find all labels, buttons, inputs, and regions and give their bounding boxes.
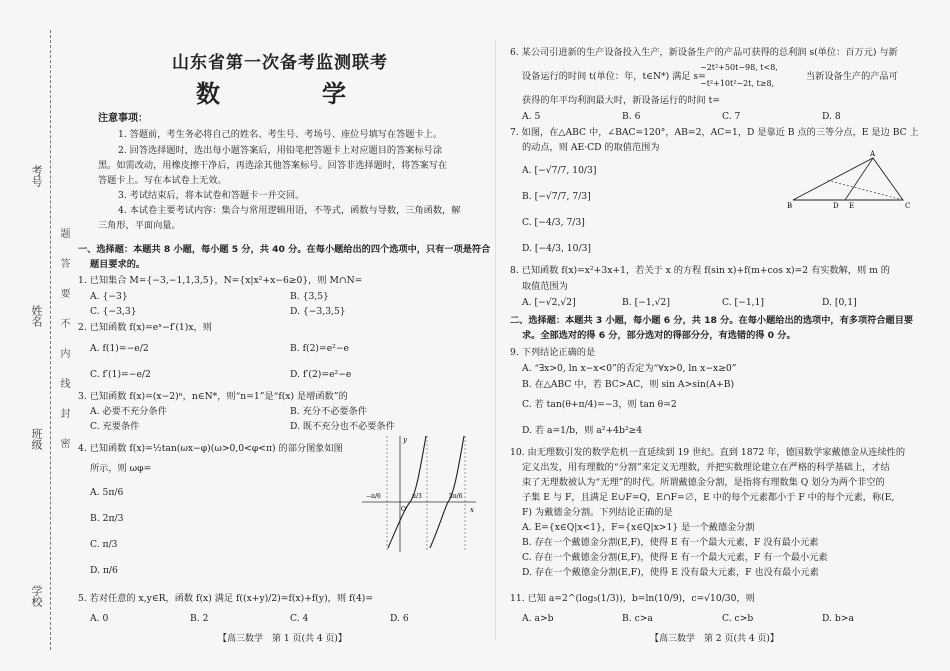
q7-stem: 7. 如图，在△ABC 中，∠BAC=120°，AB=2，AC=1，D 是靠近 B 点的三等分点，E 是边 BC 上 (510, 127, 919, 138)
q10-option-b: B. 存在一个戴德金分割(E,F)，使得 E 有一个最大元素，F 没有最小元素 (522, 537, 819, 548)
exam-subject: 数 学 (196, 80, 364, 108)
q7-stem-cont: 的动点，则 AE·CD 的取值范围为 (522, 142, 660, 153)
page-footer-right: 【高三数学 第 2 页(共 4 页)】 (650, 634, 779, 644)
left-column (78, 0, 491, 671)
q9-option-d: D. 若 a=1/b，则 a²+4b²≥4 (522, 425, 643, 436)
q6-stem-cont: 设备运行的时间 t(单位：年，t∈N*) 满足 s= (522, 71, 706, 82)
q2-option-c: C. f′(1)=−e/2 (90, 369, 151, 380)
q5-option-d: D. 6 (390, 613, 409, 624)
seal-char: 线 (58, 378, 69, 388)
origin-label: O (401, 506, 406, 513)
label-banji: 班级 (30, 428, 43, 450)
page-footer-left: 【高三数学 第 1 页(共 4 页)】 (218, 634, 347, 644)
section-2-heading: 二、选择题：本题共 3 小题，每小题 6 分，共 18 分。在每小题给出的选项中，有多项符合题目要 (510, 315, 914, 326)
q4-option-a: A. 5π/6 (90, 487, 124, 498)
q5-option-b: B. 2 (190, 613, 209, 624)
q2-option-a: A. f(1)=−e/2 (90, 343, 149, 354)
q6-stem: 6. 某公司引进新的生产设备投入生产，新设备生产的产品可获得的总利润 s(单位：百万元) 与新 (510, 47, 898, 58)
segment-cd (826, 180, 903, 200)
binding-line (50, 30, 51, 650)
seal-char: 题 (58, 228, 69, 238)
q1-option-b: B. {3,5} (290, 291, 329, 302)
q2-stem: 2. 已知函数 f(x)=eˣ−f′(1)x，则 (78, 322, 212, 333)
q10-line: 定义出发，用有理数的“分割”来定义无理数，并把实数理论建立在严格的科学基础上，才结 (522, 462, 890, 473)
tan-branch-1 (388, 436, 426, 548)
q2-option-b: B. f(2)=e²−e (290, 343, 349, 354)
q10-line: 束了无理数被认为“无理”的时代。所谓戴德金分割，是指将有理数集 Q 划分为两个非空的 (522, 477, 885, 488)
q6-option-c: C. 7 (722, 111, 741, 122)
q1-option-c: C. {−3,3} (90, 306, 137, 317)
q7-option-b: B. [−√7/7, 7/3] (522, 191, 591, 202)
tick-label: −π/6 (366, 493, 381, 500)
q7-option-d: D. [−4/3, 10/3] (522, 243, 592, 254)
point-b-label: B (787, 202, 793, 210)
q9-option-a: A. “∃x>0, ln x−x<0”的否定为“∀x>0, ln x−x≥0” (522, 363, 737, 374)
q11-stem: 11. 已知 a=2^(log₅(1/3))，b=ln(10/9)，c=√10/30，则 (510, 593, 755, 604)
q1-stem: 1. 已知集合 M={−3,−1,1,3,5}，N={x|x²+x−6≥0}，则 M∩N= (78, 275, 363, 286)
q6-option-b: B. 6 (622, 111, 641, 122)
q5-option-c: C. 4 (290, 613, 309, 624)
note-3: 3. 考试结束后，将本试卷和答题卡一并交回。 (118, 190, 305, 201)
q3-option-d: D. 既不充分也不必要条件 (290, 421, 395, 432)
seal-char: 不 (58, 318, 69, 328)
point-c-label: C (905, 202, 911, 210)
q7-triangle-figure (785, 148, 915, 210)
q10-option-a: A. E={x∈Q|x<1}，F={x∈Q|x>1} 是一个戴德金分割 (522, 522, 755, 533)
q4-stem-cont: 所示，则 ωφ= (90, 463, 152, 474)
column-divider (495, 40, 496, 640)
q6-case-1: −2t²+50t−98, t<8, (700, 63, 778, 72)
q5-option-a: A. 0 (90, 613, 109, 624)
section-2-heading-cont: 求。全部选对的得 6 分，部分选对的得部分分，有选错的得 0 分。 (522, 330, 796, 341)
seal-char: 密 (58, 438, 69, 448)
label-xuexiao: 学校 (30, 585, 43, 607)
seal-char: 内 (58, 348, 69, 358)
q9-option-c: C. 若 tan(θ+π/4)=−3，则 tan θ=2 (522, 399, 677, 410)
q7-option-c: C. [−4/3, 7/3] (522, 217, 585, 228)
q8-stem: 8. 已知函数 f(x)=x²+3x+1，若关于 x 的方程 f(sin x)+f(m+cos x)=2 有实数解，则 m 的 (510, 265, 890, 276)
binding-margin (0, 0, 72, 671)
notes-heading: 注意事项： (98, 113, 148, 124)
q9-option-b: B. 在△ABC 中，若 BC>AC，则 sin A>sin(A+B) (522, 379, 735, 390)
note-4-cont: 三角形，平面向量。 (98, 220, 181, 231)
q1-option-a: A. {−3} (90, 291, 128, 302)
q2-option-d: D. f′(2)=e²−e (290, 369, 352, 380)
q8-stem-cont: 取值范围为 (522, 281, 568, 292)
exam-title: 山东省第一次备考监测联考 (172, 53, 388, 73)
point-e-label: E (849, 202, 855, 210)
q3-option-b: B. 充分不必要条件 (290, 406, 367, 417)
q4-stem: 4. 已知函数 f(x)=½tan(ωx−φ)(ω>0,0<φ<π) 的部分图象如图 (78, 443, 343, 454)
q5-stem: 5. 若对任意的 x,y∈R，函数 f(x) 满足 f((x+y)/2)=f(x)+f(y)，则 f(4)= (78, 593, 374, 604)
q10-line: 子集 E 与 F，且满足 E∪F=Q，E∩F=∅，E 中的每个元素都小于 F 中的每个元素，称(E, (522, 492, 895, 503)
note-1: 1. 答题前，考生务必将自己的姓名、考生号、考场号、座位号填写在答题卡上。 (118, 129, 443, 140)
segment-ae (845, 158, 873, 200)
section-1-heading-cont: 题目要求的。 (90, 259, 146, 270)
label-kaohao: 考号 (30, 165, 43, 187)
q7-option-a: A. [−√7/7, 10/3] (522, 165, 597, 176)
q1-option-d: D. {−3,3,5} (290, 306, 346, 317)
q6-option-a: A. 5 (522, 111, 541, 122)
q11-option-b: B. c>a (622, 613, 653, 624)
q3-option-a: A. 必要不充分条件 (90, 406, 167, 417)
seal-char: 封 (58, 408, 69, 418)
seal-char: 要 (58, 288, 69, 298)
q10-option-c: C. 存在一个戴德金分割(E,F)，使得 E 有一个最大元素，F 有一个最小元素 (522, 552, 828, 563)
note-4: 4. 本试卷主要考试内容：集合与常用逻辑用语，不等式，函数与导数，三角函数，解 (118, 205, 461, 216)
q10-line: 10. 由无理数引发的数学危机一直延续到 19 世纪。直到 1872 年，德国数学家戴德金从连续性的 (510, 447, 906, 458)
q4-option-d: D. π/6 (90, 565, 118, 576)
note-2-cont: 答题卡上。写在本试卷上无效。 (98, 175, 227, 186)
q11-option-d: D. b>a (822, 613, 854, 624)
q8-option-c: C. [−1,1] (722, 297, 765, 308)
q6-case-2: −t²+10t²−2t, t≥8, (700, 79, 775, 88)
label-xingming: 姓名 (30, 305, 43, 327)
q3-stem: 3. 已知函数 f(x)=(x−2)ⁿ，n∈N*，则“n=1”是“f(x) 是增函数”的 (78, 391, 348, 402)
q10-option-d: D. 存在一个戴德金分割(E,F)，使得 E 没有最大元素，F 也没有最小元素 (522, 567, 819, 578)
q8-option-b: B. [−1,√2] (622, 297, 670, 308)
note-2-cont: 黑。如需改动，用橡皮擦干净后，再选涂其他答案标号。回答非选择题时，将答案写在 (98, 160, 448, 171)
q11-option-a: A. a>b (522, 613, 554, 624)
q4-option-c: C. π/3 (90, 539, 118, 550)
q6-stem-cont: 当新设备生产的产品可 (806, 71, 898, 82)
triangle-abc (793, 158, 903, 200)
q9-stem: 9. 下列结论正确的是 (510, 347, 596, 358)
q4-tangent-graph (360, 430, 480, 556)
q6-stem-cont: 获得的年平均利润最大时，新设备运行的时间 t= (522, 95, 721, 106)
tick-label: π/3 (412, 493, 422, 500)
note-2: 2. 回答选择题时，选出每小题答案后，用铅笔把答题卡上对应题目的答案标号涂 (118, 145, 443, 156)
q6-option-d: D. 8 (822, 111, 841, 122)
q10-line: F) 为戴德金分割。下列结论正确的是 (522, 507, 673, 518)
tan-branch-2 (430, 436, 464, 548)
q4-option-b: B. 2π/3 (90, 513, 124, 524)
point-a-label: A (870, 150, 876, 158)
x-label: x (470, 506, 474, 514)
y-label: y (403, 436, 407, 444)
q11-option-c: C. c>b (722, 613, 754, 624)
seal-char: 答 (58, 258, 69, 268)
tick-label: 5π/6 (449, 493, 463, 500)
point-d-label: D (833, 202, 839, 210)
q8-option-d: D. [0,1] (822, 297, 857, 308)
right-column (510, 0, 919, 671)
q3-option-c: C. 充要条件 (90, 421, 140, 432)
q8-option-a: A. [−√2,√2] (522, 297, 576, 308)
section-1-heading: 一、选择题：本题共 8 小题，每小题 5 分，共 40 分。在每小题给出的四个选项中，只有一项是符合 (78, 244, 491, 255)
